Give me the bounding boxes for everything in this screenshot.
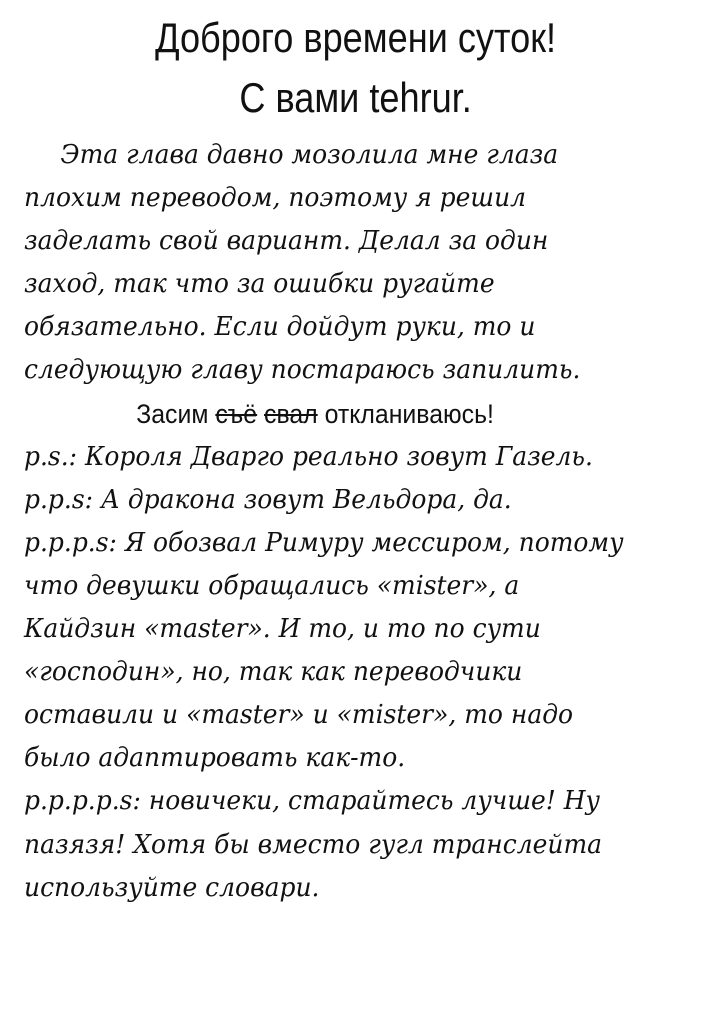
struck-word-1: съё [215, 398, 258, 429]
intro-line: следующую главу постараюсь запилить. [24, 355, 581, 386]
intro-line: обязательно. Если дойдут руки, то и [24, 312, 536, 343]
message-body [24, 134, 704, 910]
intro-line: плохим переводом, поэтому я решил [24, 183, 527, 214]
note-line: было адаптировать как-то. [24, 743, 406, 774]
intro-line: заход, так что за ошибки ругайте [24, 269, 495, 300]
note-line: p.p.p.p.s: новичеки, старайтесь лучше! Ну [24, 786, 600, 817]
note-line: p.p.s: А дракона зовут Вельдора, да. [24, 484, 512, 515]
author-title: С вами tehrur. [239, 74, 472, 121]
note-line: p.p.p.s: Я обозвал Римуру мессиром, потому [24, 527, 624, 558]
note-line: используйте словари. [24, 872, 320, 903]
farewell-line [24, 393, 650, 436]
note-line: Кайдзин «master». И то, и то по сути [24, 614, 541, 645]
note-line: оставили и «master» и «mister», то надо [24, 700, 574, 731]
note-line: что девушки обращались «mister», а [24, 570, 520, 601]
intro-line: Эта глава давно мозолила мне глаза [60, 140, 559, 170]
farewell-after: откланиваюсь! [324, 398, 494, 429]
note-line: p.s.: Короля Дварго реально зовут Газель. [24, 441, 593, 472]
note-line: «господин», но, так как переводчики [24, 657, 523, 688]
struck-word-2: свал [264, 398, 318, 429]
farewell-before: Засим [136, 398, 209, 429]
note-line: пазязя! Хотя бы вместо гугл транслейта [24, 829, 602, 860]
greeting-title: Доброго времени суток! [155, 14, 557, 61]
intro-line: заделать свой вариант. Делал за один [24, 226, 549, 257]
